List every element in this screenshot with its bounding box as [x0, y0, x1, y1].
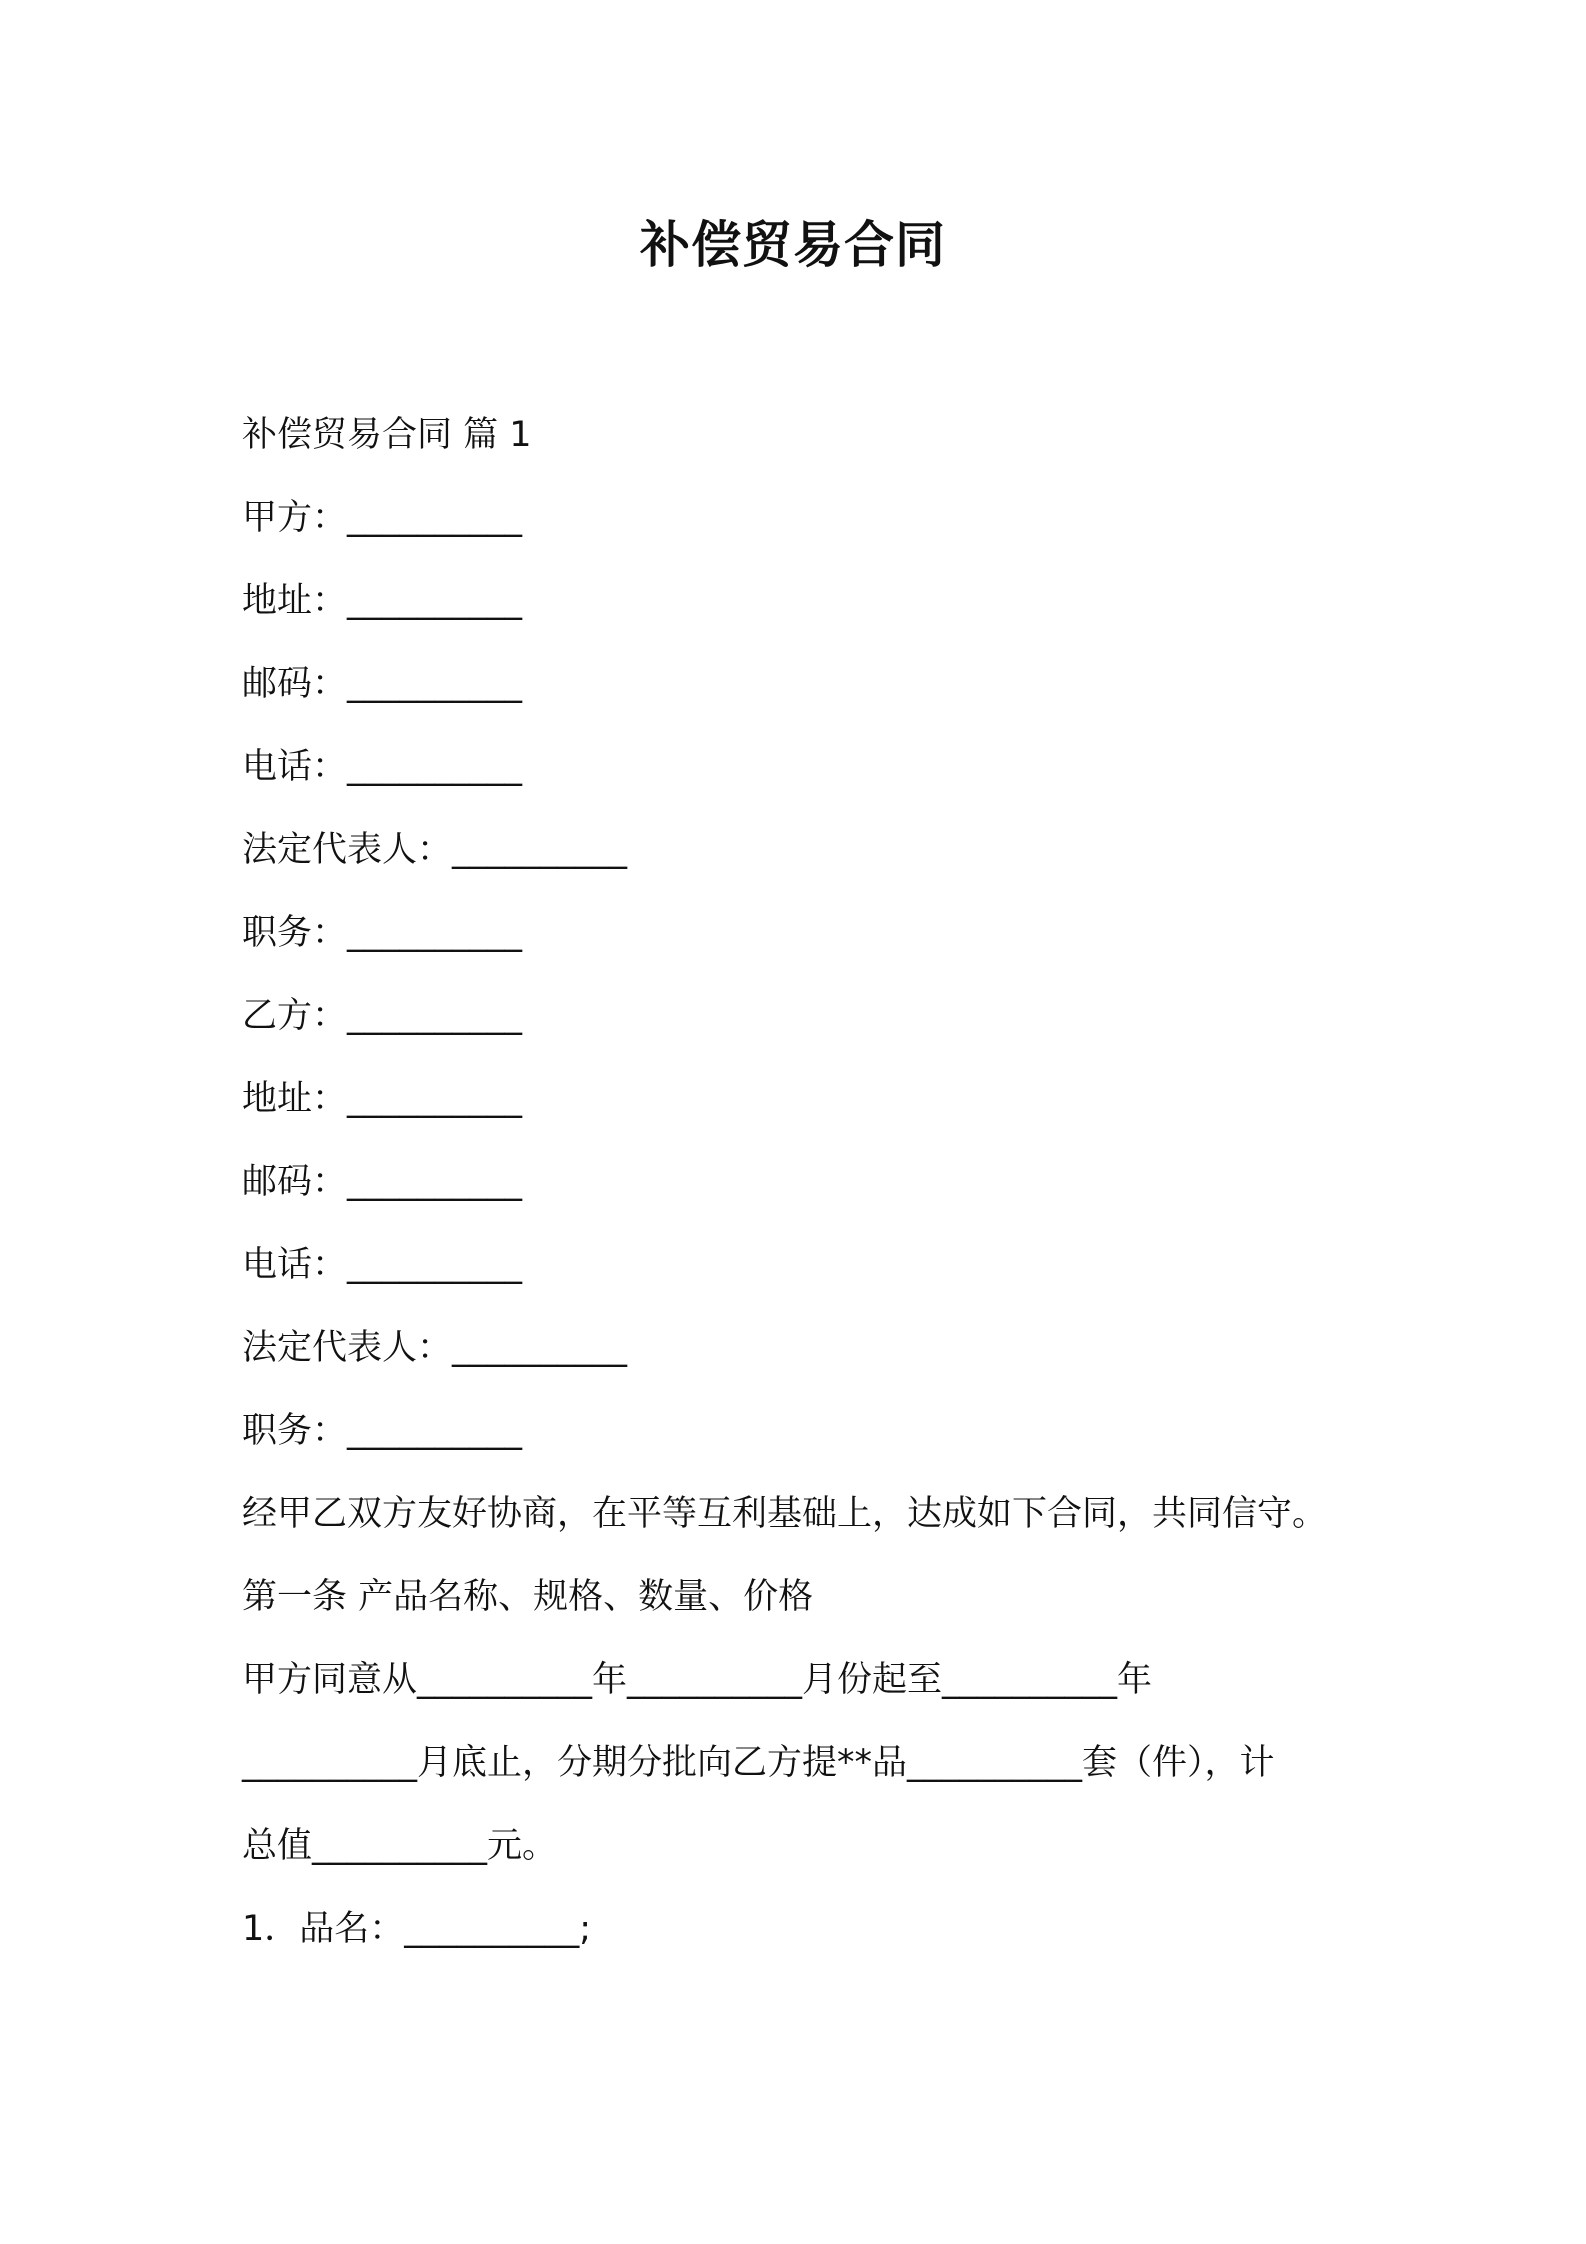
party-a-representative-line: 法定代表人：__________ — [242, 830, 628, 870]
article-one-text-line-2: __________月底止，分期分批向乙方提**品__________套（件），计 — [242, 1743, 1275, 1783]
party-b-name-line: 乙方：__________ — [242, 996, 523, 1036]
party-a-address-line: 地址：__________ — [242, 581, 523, 621]
document-body — [242, 405, 1362, 1982]
party-a-postcode-line: 邮码：__________ — [242, 664, 523, 704]
party-b-position-line: 职务：__________ — [242, 1411, 523, 1451]
party-b-representative-line: 法定代表人：__________ — [242, 1328, 628, 1368]
party-b-address-line: 地址：__________ — [242, 1079, 523, 1119]
document-title: 补偿贸易合同 — [640, 216, 946, 274]
article-one-heading: 第一条 产品名称、规格、数量、价格 — [242, 1577, 814, 1617]
party-a-phone-line: 电话：__________ — [242, 747, 523, 787]
product-name-line: 1．品名：__________; — [242, 1909, 592, 1949]
party-a-name-line: 甲方：__________ — [242, 498, 523, 538]
contract-heading: 补偿贸易合同 篇 1 — [242, 415, 532, 455]
article-one-text-line-3: 总值__________元。 — [242, 1826, 558, 1866]
party-a-position-line: 职务：__________ — [242, 913, 523, 953]
article-one-text-line-1: 甲方同意从__________年__________月份起至__________年 — [242, 1660, 1153, 1700]
agreement-intro: 经甲乙双方友好协商，在平等互利基础上，达成如下合同，共同信守。 — [242, 1494, 1328, 1534]
party-b-phone-line: 电话：__________ — [242, 1245, 523, 1285]
party-b-postcode-line: 邮码：__________ — [242, 1162, 523, 1202]
